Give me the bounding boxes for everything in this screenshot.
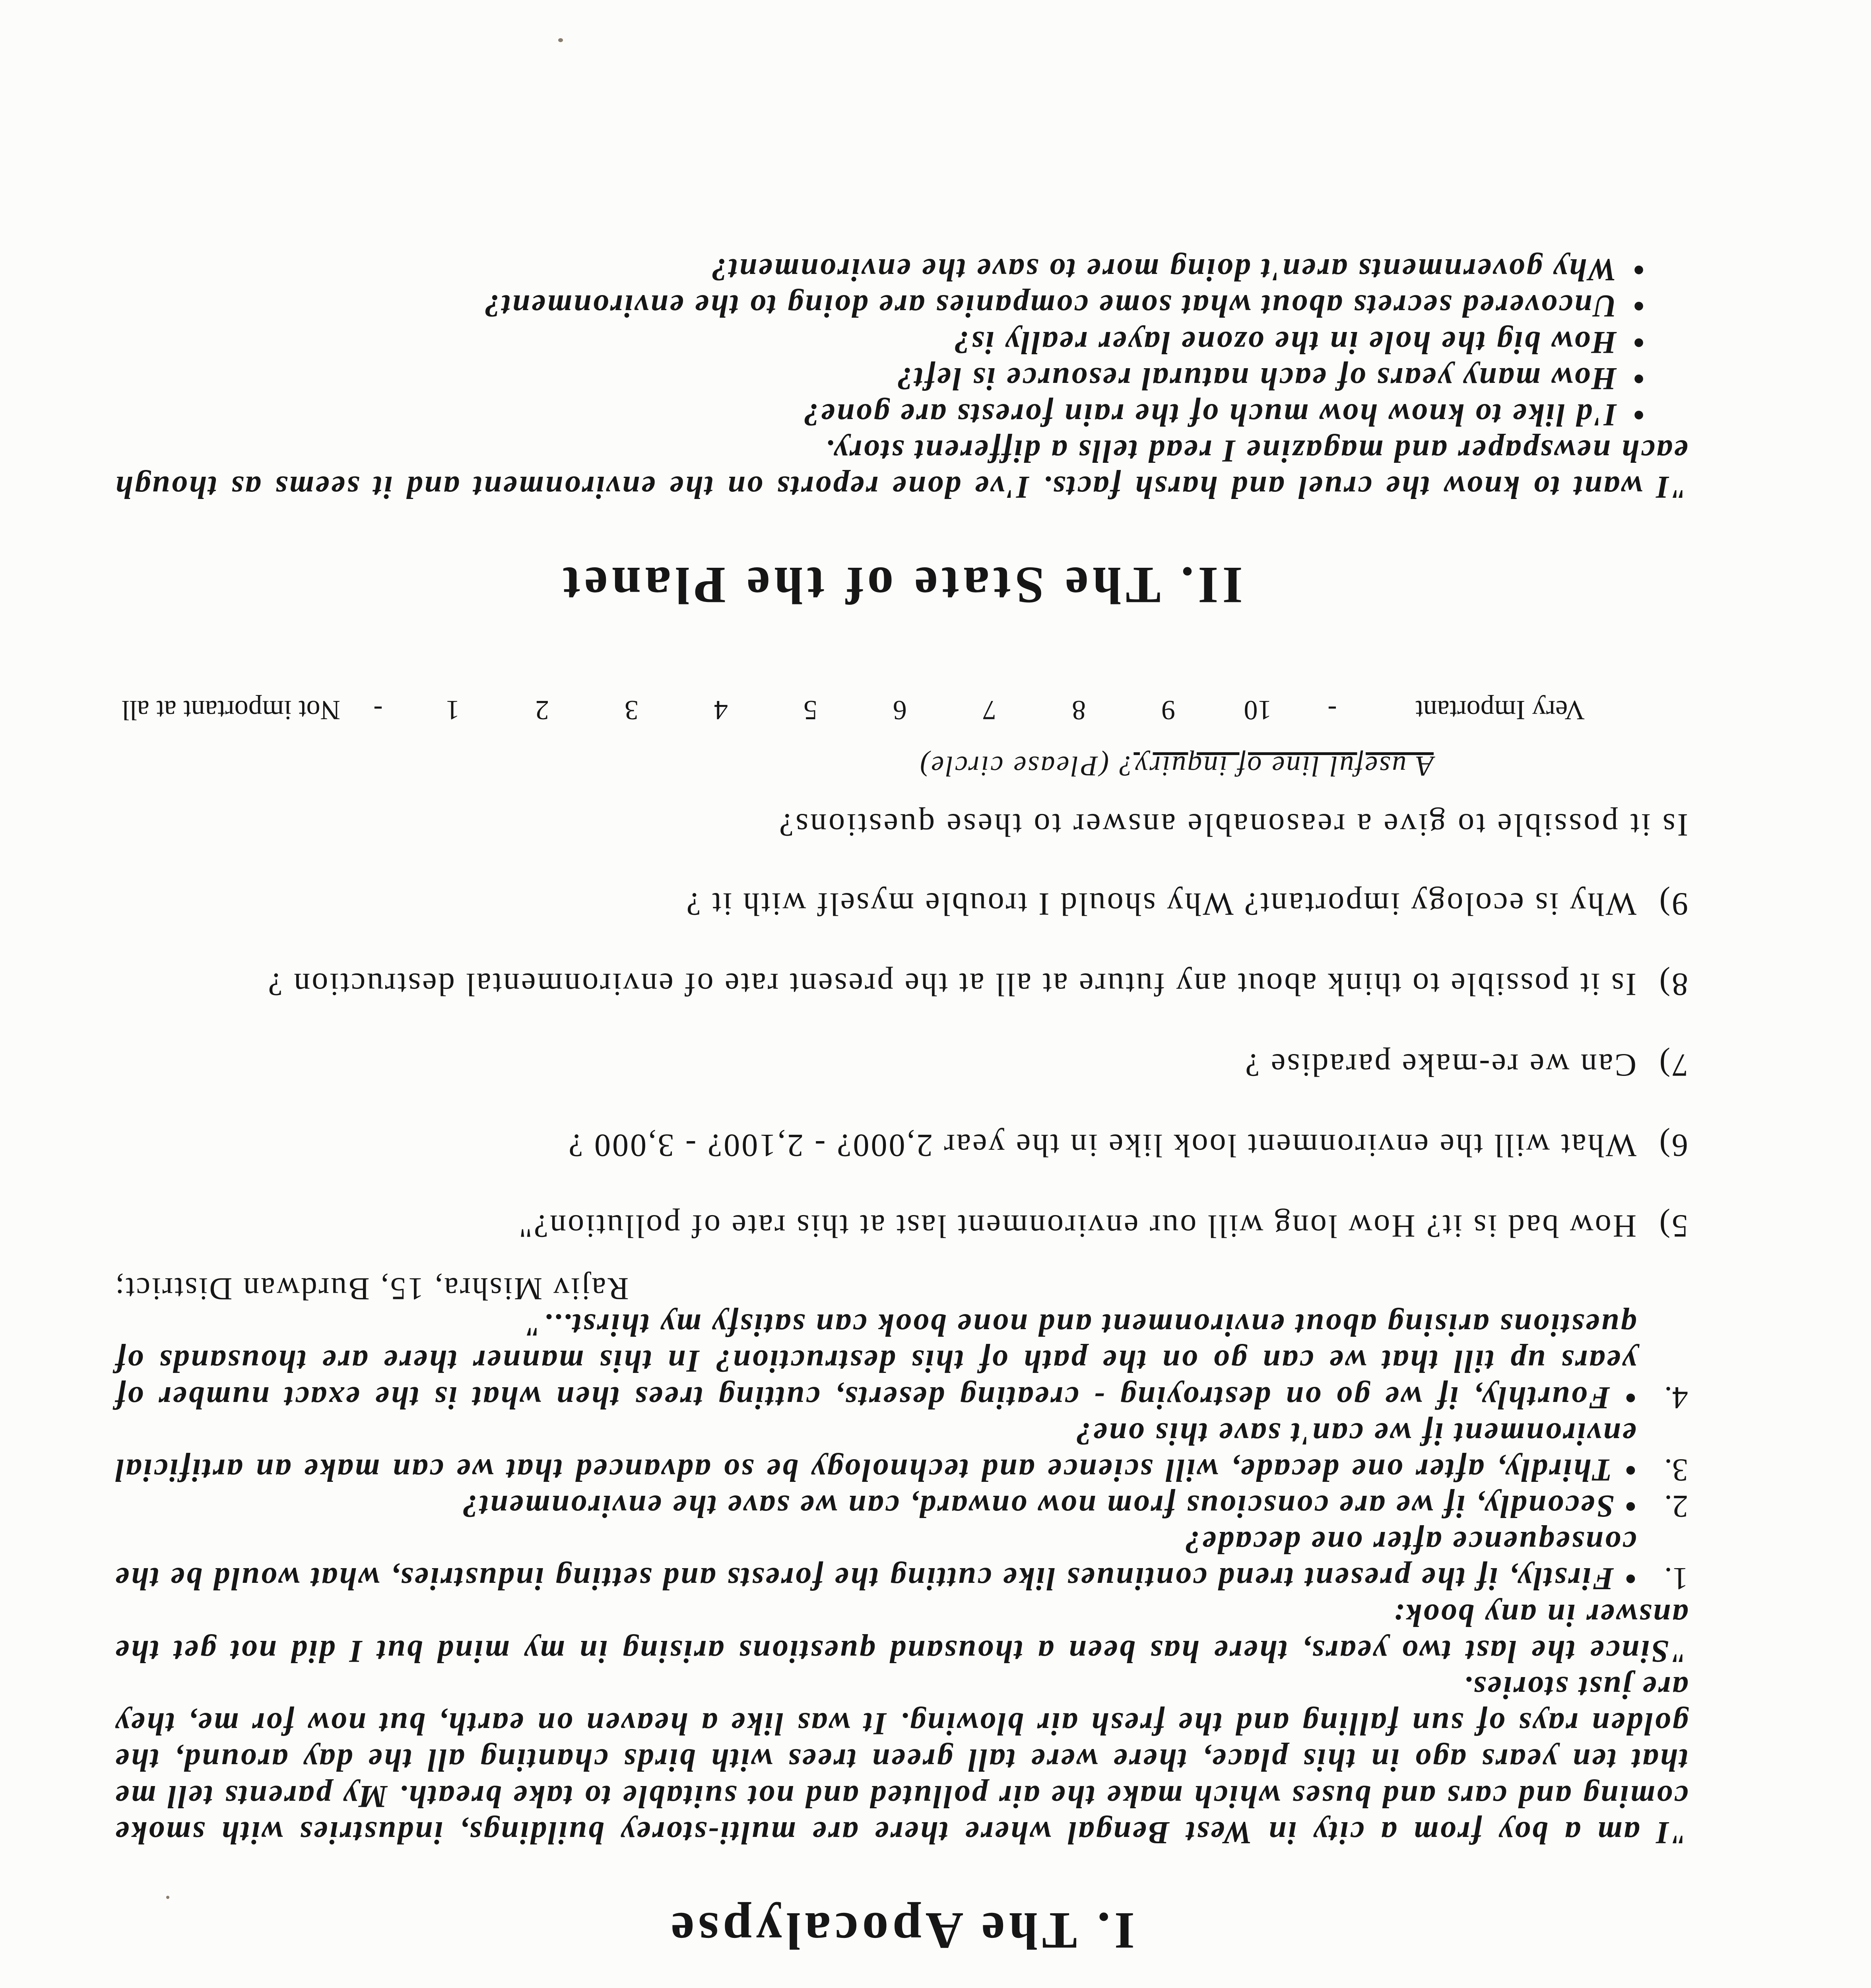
respondent-bullet-questions bbox=[114, 251, 1644, 433]
bullet-text: How big the hole in the ozone layer really is? bbox=[952, 324, 1617, 360]
quote-attribution: Rajiv Mishra, 15, Burdwan District; bbox=[114, 1271, 629, 1306]
section-heading-state-of-planet: II. The State of the Planet bbox=[559, 556, 1243, 615]
ink-speck bbox=[558, 38, 563, 42]
section-heading-apocalypse: I. The Apocalypse bbox=[667, 1902, 1135, 1960]
item-number: 1. bbox=[1664, 1561, 1688, 1596]
bullet-text: Uncovered secrets about what some companies are doing to the environment? bbox=[483, 288, 1617, 324]
item-number: 2. bbox=[1664, 1489, 1688, 1524]
scale-option-9[interactable]: 9 bbox=[1161, 695, 1175, 726]
list-item bbox=[114, 1524, 1688, 1596]
question-number: 5) bbox=[1658, 1208, 1688, 1244]
item-text: • Firstly, if the present trend continues like cutting the forests and setting industries, what would be the consequence after one decade? bbox=[114, 1525, 1636, 1596]
question-number: 8) bbox=[1658, 967, 1688, 1003]
scale-option-7[interactable]: 7 bbox=[982, 695, 996, 726]
list-item bbox=[114, 287, 1644, 324]
scale-dash: - bbox=[373, 695, 383, 726]
question-text: Can we re-make paradise ? bbox=[1244, 1047, 1636, 1083]
scale-option-3[interactable]: 3 bbox=[625, 695, 639, 726]
question-item bbox=[114, 964, 1688, 1005]
reasonable-answer-question: Is it possible to give a reasonable answer to these questions? bbox=[777, 807, 1688, 844]
inquiry-prompt bbox=[114, 750, 1434, 783]
list-item bbox=[114, 1488, 1688, 1524]
question-text: What will the environment look like in the year 2,000? - 2,100? - 3,000 ? bbox=[567, 1128, 1636, 1164]
bullet-marker: • bbox=[1631, 361, 1644, 396]
scale-option-10[interactable]: 10 bbox=[1244, 695, 1272, 726]
bullet-text: How many years of each natural resource is left? bbox=[895, 361, 1617, 396]
list-item bbox=[114, 396, 1644, 433]
item-text: • Secondly, if we are conscious from now onward, can we save the environment? bbox=[460, 1489, 1636, 1524]
bullet-marker: • bbox=[1631, 288, 1644, 324]
question-text: Why is ecology important? Why should I trouble myself with it ? bbox=[685, 886, 1636, 922]
item-text: • Thirdly, after one decade, will science and technology be so advanced that we can make an artificial environment if we can't save this one? bbox=[114, 1416, 1636, 1487]
question-text: Is it possible to think about any future at all at the present rate of environmental destruction ? bbox=[266, 967, 1636, 1003]
scale-option-6[interactable]: 6 bbox=[893, 695, 907, 726]
list-item bbox=[114, 251, 1644, 287]
item-number: 3. bbox=[1664, 1452, 1688, 1487]
item-number: 4. bbox=[1664, 1380, 1688, 1415]
question-text: How bad is it? How long will our environment last at this rate of pollution?" bbox=[517, 1208, 1636, 1244]
scale-option-2[interactable]: 2 bbox=[535, 695, 549, 726]
bullet-marker: • bbox=[1631, 324, 1644, 360]
scale-option-5[interactable]: 5 bbox=[804, 695, 817, 726]
scale-label-very-important: Very Important bbox=[1415, 695, 1585, 726]
scale-option-4[interactable]: 4 bbox=[714, 695, 728, 726]
question-item bbox=[114, 1125, 1688, 1166]
inquiry-underlined-text: A useful line of inquiry bbox=[1133, 750, 1434, 782]
bullet-marker: • bbox=[1631, 252, 1644, 287]
question-number: 9) bbox=[1658, 886, 1688, 922]
bullet-marker: • bbox=[1631, 397, 1644, 432]
list-item bbox=[114, 1307, 1688, 1415]
scale-dash: - bbox=[1328, 695, 1337, 726]
bullet-text: I'd like to know how much of the rain forests are gone? bbox=[802, 397, 1617, 432]
scale-option-1[interactable]: 1 bbox=[446, 695, 460, 726]
page-content bbox=[114, 251, 1688, 1988]
inquiry-circle-instruction: ? (Please circle) bbox=[918, 750, 1134, 782]
scale-option-8[interactable]: 8 bbox=[1072, 695, 1086, 726]
item-text: • Fourthly, if we go on destroying - creating deserts, cutting trees then what is the exact number of years up till that we can go on the path of this destruction? In this manner there are thousands of questions arising about environment and none book can satisfy my thirst..." bbox=[114, 1307, 1636, 1415]
importance-rating-scale bbox=[114, 694, 1585, 726]
list-item bbox=[114, 360, 1644, 396]
bullet-text: Why governments aren't doing more to save the environment? bbox=[710, 252, 1617, 287]
list-item bbox=[114, 324, 1644, 360]
question-item bbox=[114, 884, 1688, 925]
respondent-quote-intro: "I am a boy from a city in West Bengal where there are multi-storey buildings, industries with smoke coming and cars and buses which make the air polluted and not suitable to take breath. My parents tell me that ten years ago in this place, there were tall green trees with birds chanting all the day around, the golden rays of sun falling and the fresh air blowing. It was like a heaven on earth, but now for me, they are just stories. bbox=[114, 1670, 1688, 1850]
question-number: 6) bbox=[1658, 1128, 1688, 1164]
respondent-quote-questions: "Since the last two years, there has been a thousand questions arising in my mind but I did not get the answer in any book: bbox=[114, 1597, 1688, 1669]
question-item bbox=[114, 1045, 1688, 1086]
question-item bbox=[114, 1206, 1688, 1247]
respondent-numbered-questions bbox=[114, 1307, 1688, 1597]
list-item bbox=[114, 1415, 1688, 1488]
question-number: 7) bbox=[1658, 1047, 1688, 1083]
respondent-quote-facts: "I want to know the cruel and harsh facts. I've done reports on the environment and it seems as though each newspaper and magazine I read tells a different story. bbox=[114, 433, 1688, 505]
scale-label-not-important: Not important at all bbox=[121, 695, 340, 726]
